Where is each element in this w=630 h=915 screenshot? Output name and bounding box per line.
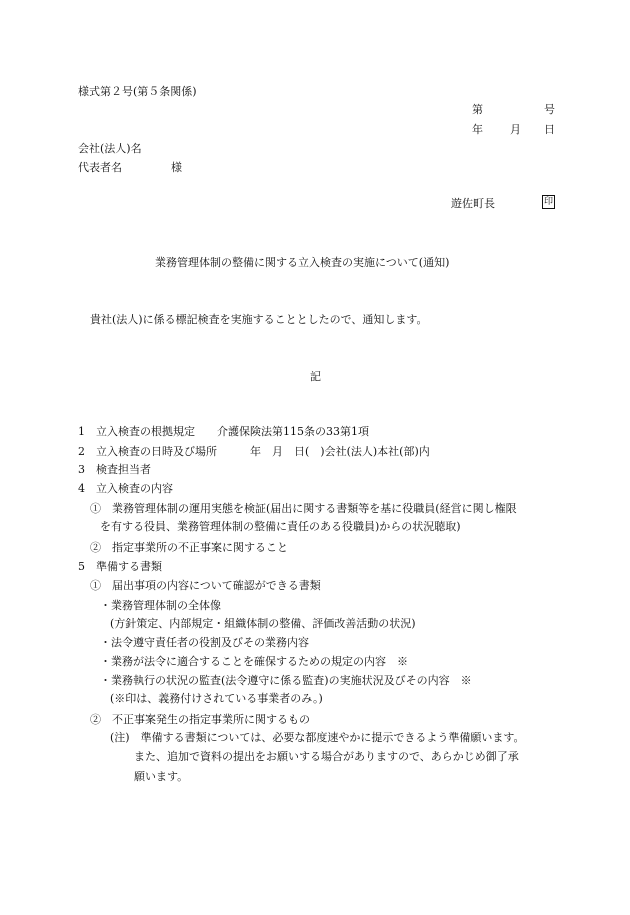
document-number-suffix: 号 xyxy=(544,103,555,116)
document-title: 業務管理体制の整備に関する立入検査の実施について(通知) xyxy=(155,256,450,269)
addressee-company: 会社(法人)名 xyxy=(78,142,142,155)
item-5: 5 準備する書類 xyxy=(78,560,162,573)
note-line2: また、追加で資料の提出をお願いする場合がありますので、あらかじめ御了承 xyxy=(134,750,519,763)
note-line1: (注) 準備する書類については、必要な都度速やかに提示できるよう準備願います。 xyxy=(110,731,525,744)
item-5-1-a: ・業務管理体制の全体像 xyxy=(100,599,221,612)
item-4: 4 立入検査の内容 xyxy=(78,482,173,495)
item-4-2: ② 指定事業所の不正事案に関すること xyxy=(90,541,288,554)
date-month: 月 xyxy=(510,123,521,136)
sender-title: 遊佐町長 xyxy=(451,197,495,210)
item-5-2: ② 不正事案発生の指定事業所に関するもの xyxy=(90,713,310,726)
form-number: 様式第２号(第５条関係) xyxy=(78,85,197,98)
date-year: 年 xyxy=(472,123,483,136)
item-1: 1 立入検査の根拠規定 介護保険法第115条の33第1項 xyxy=(78,425,369,438)
item-5-1: ① 届出事項の内容について確認ができる書類 xyxy=(90,579,321,592)
date-day: 日 xyxy=(544,123,555,136)
item-4-1-line1: ① 業務管理体制の運用実態を検証(届出に関する書類等を基に役職員(経営に関し権限 xyxy=(90,502,517,515)
note-line3: 願います。 xyxy=(134,770,189,783)
ki-heading: 記 xyxy=(310,370,321,383)
addressee-representative: 代表者名 xyxy=(78,161,122,174)
seal-mark: 印 xyxy=(543,197,553,207)
document-number-prefix: 第 xyxy=(472,103,483,116)
item-5-1-c: ・業務が法令に適合することを確保するための規定の内容 ※ xyxy=(100,655,408,668)
item-3: 3 検査担当者 xyxy=(78,463,151,476)
item-2: 2 立入検査の日時及び場所 年 月 日( )会社(法人)本社(部)内 xyxy=(78,445,430,458)
addressee-honorific: 様 xyxy=(171,161,182,174)
item-5-1-note: (※印は、義務付けされている事業者のみ。) xyxy=(110,692,323,705)
item-5-1-a-detail: (方針策定、内部規定・組織体制の整備、評価改善活動の状況) xyxy=(110,617,416,630)
body-text: 貴社(法人)に係る標記検査を実施することとしたので、通知します。 xyxy=(90,313,428,326)
item-5-1-b: ・法令遵守責任者の役割及びその業務内容 xyxy=(100,636,309,649)
item-5-1-d: ・業務執行の状況の監査(法令遵守に係る監査)の実施状況及びその内容 ※ xyxy=(100,674,472,687)
item-4-1-line2: を有する役員、業務管理体制の整備に責任のある役職員)からの状況聴取) xyxy=(100,520,461,533)
